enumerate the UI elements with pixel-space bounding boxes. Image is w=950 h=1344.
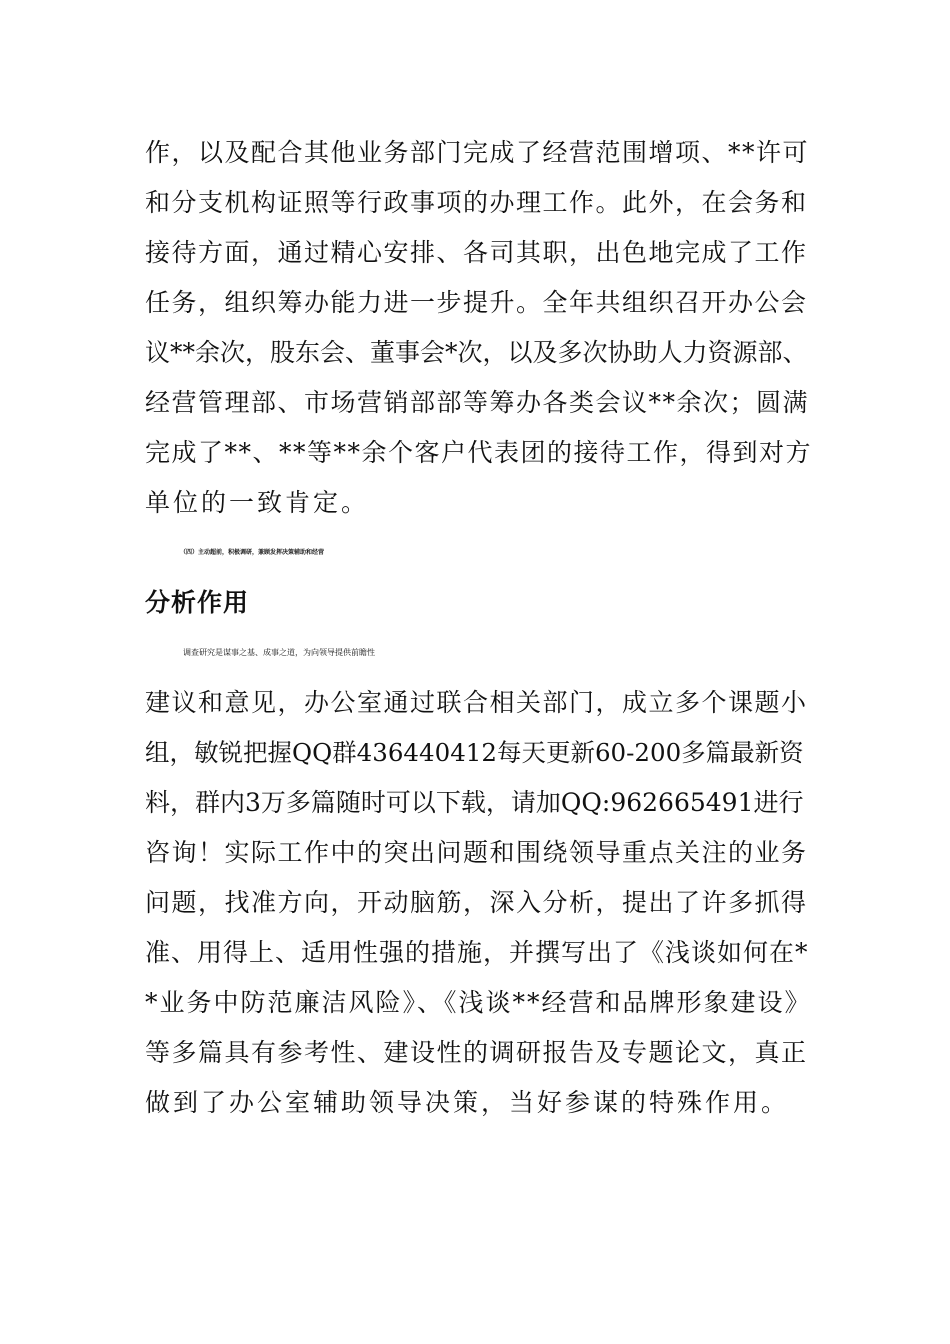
paragraph-line: 准、用得上、适用性强的措施，并撰写出了《浅谈如何在* — [145, 938, 809, 967]
paragraph-line: 组，敏锐把握QQ群436440412每天更新60-200多篇最新资 — [145, 738, 804, 767]
paragraph-line: 做到了办公室辅助领导决策，当好参谋的特殊作用。 — [145, 1088, 790, 1117]
paragraph-line: 经营管理部、市场营销部部等筹办各类会议**余次；圆满 — [145, 388, 810, 417]
paragraph-line: 咨询！实际工作中的突出问题和围绕领导重点关注的业务 — [145, 838, 808, 867]
paragraph-line: 等多篇具有参考性、建设性的调研报告及专题论文，真正 — [145, 1038, 808, 1067]
section-heading: （四）主动超前，积极调研，兼顾发挥决策辅助和经营 — [180, 549, 325, 556]
paragraph-line: 议**余次，股东会、董事会*次，以及多次协助人力资源部、 — [145, 338, 808, 367]
paragraph-line: 和分支机构证照等行政事项的办理工作。此外，在会务和 — [145, 188, 808, 217]
paragraph-line: 作，以及配合其他业务部门完成了经营范围增项、**许可 — [145, 138, 810, 167]
paragraph-line: 接待方面，通过精心安排、各司其职，出色地完成了工作 — [145, 238, 808, 267]
paragraph-line: 单位的一致肯定。 — [145, 488, 370, 517]
paragraph-line: 完成了**、**等**余个客户代表团的接待工作，得到对方 — [145, 438, 813, 467]
paragraph-line: 料，群内3万多篇随时可以下载，请加QQ:962665491进行 — [145, 788, 804, 817]
paragraph-line: 任务，组织筹办能力进一步提升。全年共组织召开办公会 — [145, 288, 808, 317]
paragraph-line: *业务中防范廉洁风险》、《浅谈**经营和品牌形象建设》 — [145, 988, 812, 1017]
section-heading-continued: 分析作用 — [145, 588, 250, 617]
paragraph-line: 问题，找准方向，开动脑筋，深入分析，提出了许多抓得 — [145, 888, 808, 917]
paragraph-line: 建议和意见，办公室通过联合相关部门，成立多个课题小 — [145, 688, 808, 717]
paragraph-line: 调查研究是谋事之基、成事之道，为向领导提供前瞻性 — [183, 648, 375, 657]
